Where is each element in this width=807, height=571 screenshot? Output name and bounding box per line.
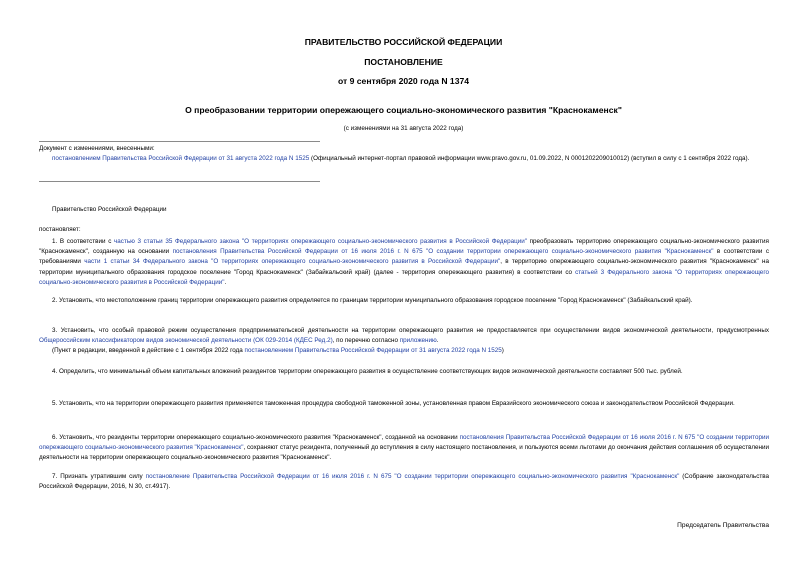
clause-7-link-decree-675[interactable]: постановление Правительства Российской Федерации от 16 июля 2016 г. N 675 "О создании территории опережающего социально-экономического развития "Краснокаменск" bbox=[145, 473, 680, 480]
clause-1-link-law-3[interactable]: статьей 3 Федерального закона "О территориях опережающего социально-экономического развития в Российской Федерации" bbox=[39, 268, 769, 286]
preamble-government: Правительство Российской Федерации bbox=[52, 206, 167, 213]
preamble-decrees-text: постановляет: bbox=[39, 226, 81, 233]
clause-1-text: , в территорию опережающего социально-экономического развития "Краснокаменск" на территории муниципального образования городское поселение "Город Краснокаменск" (Забайкальский край) (далее - территория опережающего развития) в соответствии со bbox=[39, 258, 770, 276]
amendment-note bbox=[39, 144, 774, 164]
top-divider bbox=[39, 141, 320, 142]
clause-3-text: 3. Установить, что особый правовой режим осуществления предпринимательской деятельности на территории опережающего развития не предоставляется при осуществлении видов экономической деятельности, предусмотренных bbox=[52, 327, 769, 334]
clause-3-link-okved[interactable]: Общероссийским классификатором видов экономической деятельности (ОК 029-2014 (КДЕС Ред.2) bbox=[39, 337, 333, 345]
document-date-number: от 9 сентября 2020 года N 1374 bbox=[337, 76, 470, 86]
bottom-divider bbox=[39, 181, 320, 182]
clause-1-link-law-34[interactable]: части 1 статьи 34 Федерального закона "О территориях опережающего социально-экономического развития в Российской Федерации" bbox=[84, 258, 501, 266]
clause-6-text: 6. Установить, что резиденты территории опережающего социально-экономического развития "Краснокаменск", созданной на основании bbox=[52, 434, 460, 441]
clause-2 bbox=[39, 296, 769, 306]
government-heading: ПРАВИТЕЛЬСТВО РОССИЙСКОЙ ФЕДЕРАЦИИ bbox=[304, 37, 503, 47]
clause-5-text: 5. Установить, что на территории опережающего развития применяется таможенная процедура свободной таможенной зоны, установленная правом Евразийского экономического союза и законодательством Российской Федерации. bbox=[52, 400, 735, 407]
clause-3-text: . bbox=[436, 337, 439, 345]
clause-7-text: (Собрание законодательства Российской Федерации, 2016, N 30, ст.4917). bbox=[39, 473, 770, 491]
amendment-note-rest: (Официальный интернет-портал правовой информации www.pravo.gov.ru, 01.09.2022, N 0001202209010012) (вступил в силу с 1 сентября 2022 года). bbox=[309, 155, 750, 162]
clause-4 bbox=[39, 367, 769, 377]
clause-1-link-law-35[interactable]: частью 3 статьи 35 Федерального закона "О территориях опережающего социально-экономического развития в Российской Федерации" bbox=[114, 238, 527, 245]
amendment-link[interactable]: постановлением Правительства Российской Федерации от 31 августа 2022 года N 1525 bbox=[52, 155, 310, 162]
clause-6 bbox=[39, 433, 769, 464]
document-type-heading: ПОСТАНОВЛЕНИЕ bbox=[364, 57, 443, 67]
clause-3-link-decree-1525[interactable]: постановлением Правительства Российской Федерации от 31 августа 2022 года N 1525 bbox=[244, 347, 502, 355]
clause-6-text: , сохраняют статус резидента, полученный до вступления в силу настоящего постановления, и пользуются всеми льготами до окончания действия соглашения об осуществлении деятельности на территории опережающего социально-экономического развития "Краснокаменск". bbox=[39, 444, 770, 462]
preamble-body bbox=[39, 205, 769, 215]
amendment-note-body bbox=[39, 154, 774, 164]
clause-1 bbox=[39, 237, 769, 288]
clause-7-text: 7. Признать утратившим силу bbox=[52, 473, 146, 480]
clause-5 bbox=[39, 399, 769, 409]
amendment-note-intro: Документ с изменениями, внесенными: bbox=[39, 145, 155, 152]
clause-7 bbox=[39, 472, 769, 492]
clause-1-text: 1. В соответствии с bbox=[52, 238, 115, 245]
clause-3-note-text: (Пункт в редакции, введенной в действие с 1 сентября 2022 года bbox=[52, 347, 245, 355]
clause-2-text: 2. Установить, что местоположение границ территории опережающего развития определяется по границам территории муниципального образования городское поселение "Город Краснокаменск" (Забайкальский край). bbox=[52, 297, 693, 304]
clause-3-edit-note bbox=[39, 346, 769, 356]
clause-3-link-appendix[interactable]: приложению bbox=[399, 337, 437, 345]
clause-1-text: преобразовать территорию опережающего социально-экономического развития "Краснокаменск", созданную на основании bbox=[39, 238, 769, 256]
clause-4-text: 4. Определить, что минимальный объем капитальных вложений резидентов территории опережающего развития в осуществление соответствующих видов экономической деятельности составляет 500 тыс. рублей. bbox=[52, 368, 683, 375]
clause-6-link-decree-675[interactable]: постановления Правительства Российской Федерации от 16 июля 2016 г. N 675 "О создании территории опережающего социально-экономического развития "Краснокаменск" bbox=[39, 434, 769, 452]
clause-1-text: . bbox=[224, 278, 227, 286]
clause-1-text: в соответствии с требованиями bbox=[39, 248, 769, 266]
clause-1-link-decree-675[interactable]: постановления Правительства Российской Федерации от 16 июля 2016 г. N 675 "О создании территории опережающего социально-экономического развития "Краснокаменск" bbox=[172, 248, 714, 256]
clause-3-note-text: ) bbox=[501, 347, 504, 355]
signature-title: Председатель Правительства bbox=[677, 522, 769, 529]
preamble-decrees bbox=[39, 225, 769, 235]
clause-3 bbox=[39, 326, 769, 357]
edit-note: (с изменениями на 31 августа 2022 года) bbox=[343, 125, 464, 132]
clause-3-text: , по перечню согласно bbox=[332, 337, 400, 345]
document-title: О преобразовании территории опережающего социально-экономического развития "Краснокаменск" bbox=[185, 105, 622, 115]
